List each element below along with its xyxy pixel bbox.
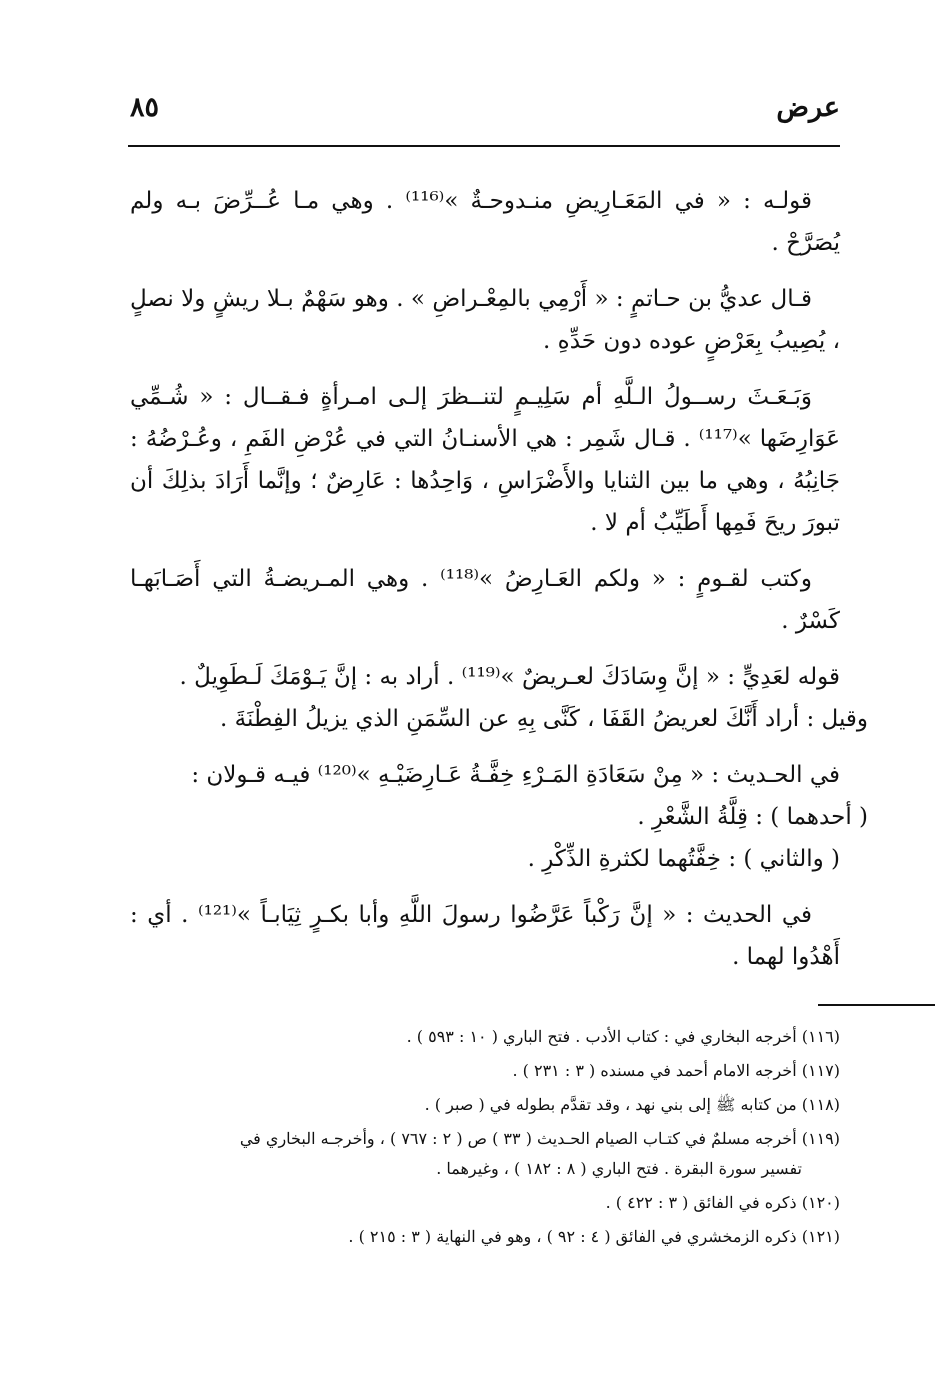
paragraph-line: ( أحدهما ) : قِلَّةُ الشَّعْرِ .: [637, 804, 868, 830]
paragraph-line: قوله لعَدِيٍّ : « إنَّ وِسَادَكَ لعـريضٌ »⁽¹¹⁹⁾ . أراد به : إنَّ يَـوْمَكَ لَـطَوِيلٌ .: [179, 664, 840, 690]
footnote: (١١٨) من كتابه ﷺ إلى بني نهد ، وقد تقدَّم بطوله في ( صبر ) .: [424, 1095, 840, 1114]
footnote-rule: [818, 1004, 935, 1006]
paragraph: قولـه : « في المَعَـارِيضِ منـدوحـةٌ »⁽¹¹⁶⁾ . وهي مـا عُــرِّضَ بـه ولم يُصَرَّحْ .: [130, 188, 840, 256]
paragraph: قـال عديُّ بن حـاتمٍ : « أَرْمِي بالمِعْـراضِ » . وهو سَهْمٌ بـلا ريشٍ ولا نصلٍ ، يُصِيبُ بِعَرْضٍ عوده دون حَدِّهِ .: [130, 286, 840, 354]
footnote: (١٢٠) ذكره في الفائق ( ٣ : ٤٢٢ ) .: [605, 1193, 840, 1212]
footnotes: [130, 1022, 840, 1256]
footnote: (١١٩) أخرجه مسلمٌ في كتـاب الصيام الحـديث ( ٣٣ ) ص ( ٢ : ٧٦٧ ) ، وأخرجـه البخاري في: [239, 1129, 840, 1148]
paragraph-line: وقيل : أراد أَنَّكَ لعريضُ القَفَا ، كَنَّى بِهِ عن السِّمَنِ الذي يزيلُ الفِطْنَةَ .: [220, 706, 868, 732]
paragraph: في الحديث : « إنَّ رَكْباً عَرَّضُوا رسولَ اللَّهِ وأبا بكـرٍ ثِيَابـاً »⁽¹²¹⁾ . أي : أَهْدُوا لهما .: [130, 902, 840, 970]
main-text: [130, 180, 868, 992]
page-header: [130, 92, 840, 134]
footnote: (١١٧) أخرجه الامام أحمد في مسنده ( ٣ : ٢٣١ ) .: [512, 1061, 840, 1080]
header-rule: [128, 145, 840, 147]
footnote: (١١٦) أخرجه البخاري في : كتاب الأدب . فتح الباري ( ١٠ : ٥٩٣ ) .: [406, 1027, 840, 1046]
paragraph: وَبَـعَـثَ رســولُ الـلَّهِ أم سَلِيـمٍ لتنــظرَ إلـى امـرأةٍ فـقــال : « شُـمِّي عَوَارِضَها »⁽¹¹⁷⁾ . قـال شَمِر : هي الأسنـانُ التي في عُرْضِ الفَمِ ، وعُـرْضُهُ : جَانِبُهُ ، وهي ما بين الثنايا والأَضْرَاسِ ، وَاحِدُها : عَارِضٌ ؛ وإنَّما أَرَادَ بذلِكَ أن تبورَ ريحَ فَمِها أَطَيِّبٌ أم لا .: [130, 384, 840, 536]
page-number: ٨٥: [130, 92, 160, 123]
paragraph-wide-pillow: [130, 656, 868, 740]
paragraph-line: ( والثاني ) : خِفَّتُهما لكثرةِ الذِّكْرِ .: [527, 846, 840, 872]
paragraph: وكتب لقـومٍ : « ولكم العَـارِضُ »⁽¹¹⁸⁾ . وهي المـريضـةُ التي أَصَـابَهـا كَسْرٌ .: [130, 566, 840, 634]
footnote: (١٢١) ذكره الزمخشري في الفائق ( ٤ : ٩٢ ) ، وهو في النهاية ( ٣ : ٢١٥ ) .: [348, 1227, 840, 1246]
paragraph-two-sayings: [130, 754, 868, 880]
entry-title: عرض: [776, 92, 840, 123]
paragraph-line: في الحـديث : « مِنْ سَعَادَةِ المَـرْءِ خِفَّـةُ عَـارِضَيْـهِ »⁽¹²⁰⁾ فيـه قـولان :: [191, 762, 840, 788]
footnote-continuation: تفسير سورة البقرة . فتح الباري ( ٨ : ١٨٢ ) ، وغيرهما .: [436, 1159, 802, 1178]
